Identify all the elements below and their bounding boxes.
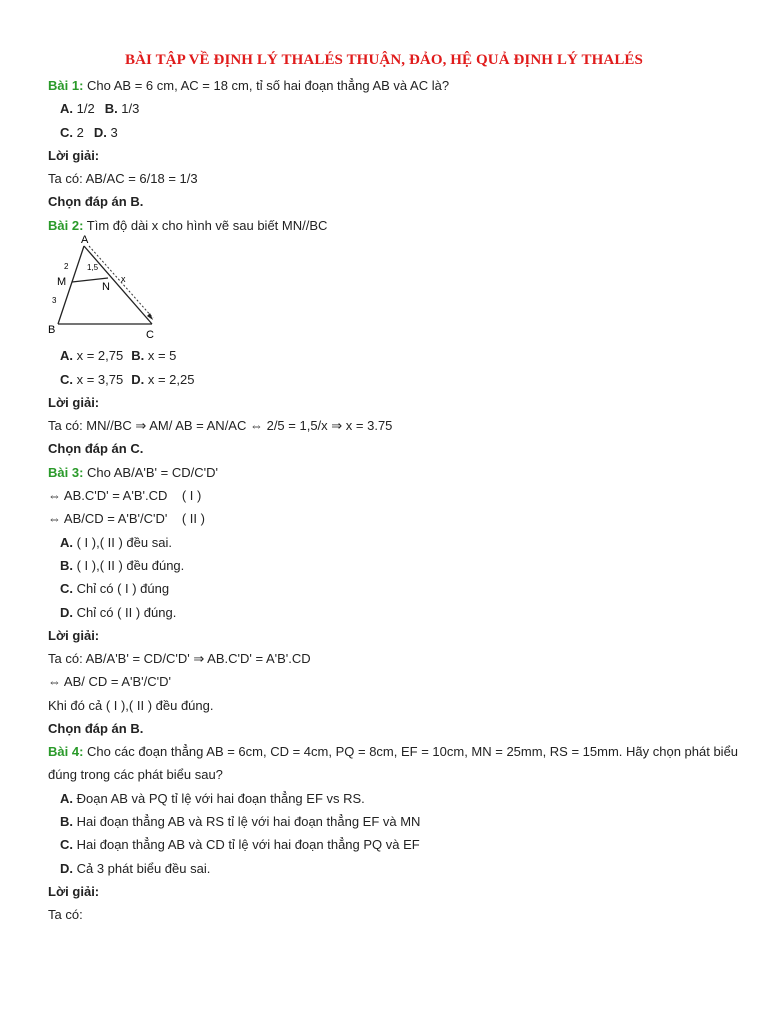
option-b-key: B.	[60, 814, 73, 829]
label-c: C	[146, 329, 154, 341]
option-d-key: D.	[93, 125, 107, 140]
option-a-key: A.	[60, 791, 73, 806]
problem-3-option-a	[60, 535, 172, 551]
option-a-key: A.	[60, 348, 73, 363]
option-b-text: Hai đoạn thẳng AB và RS tỉ lệ với hai đoạn thẳng EF và MN	[73, 814, 421, 829]
label-m: M	[57, 276, 67, 288]
problem-3-option-c	[60, 581, 169, 597]
option-c-key: C.	[60, 837, 73, 852]
problem-4-question-cont: đúng trong các phát biểu sau?	[48, 767, 223, 782]
page-title: BÀI TẬP VỀ ĐỊNH LÝ THALÉS THUẬN, ĐẢO, HỆ QUẢ ĐỊNH LÝ THALÉS	[125, 52, 643, 68]
option-b-text: 1/3	[117, 101, 140, 116]
label-am-length: 2	[64, 262, 69, 271]
problem-2-label: Bài 2:	[48, 218, 84, 233]
option-c-text: x = 3,75	[73, 372, 124, 387]
problem-1-text: Cho AB = 6 cm, AC = 18 cm, tỉ số hai đoạn thẳng AB và AC là?	[83, 78, 450, 93]
problem-1-options-ab	[60, 101, 139, 117]
problem-3-text: Cho AB/A'B' = CD/C'D'	[83, 465, 218, 480]
problem-1-question	[48, 78, 449, 94]
label-mb-length: 3	[52, 296, 57, 305]
label-n: N	[102, 281, 110, 293]
label-a: A	[81, 234, 89, 246]
problem-4-solution-label: Lời giải:	[48, 884, 100, 899]
problem-1-solution-label: Lời giải:	[48, 148, 100, 163]
option-c-key: C.	[60, 125, 73, 140]
problem-4-option-a	[60, 791, 365, 807]
option-c-text: 2	[73, 125, 84, 140]
problem-3-statement-1: ⇔ AB.C'D' = A'B'.CD ( I )	[48, 488, 202, 503]
option-b-text: ( I ),( II ) đều đúng.	[73, 558, 185, 573]
problem-4-option-d	[60, 861, 210, 877]
problem-2-answer: Chọn đáp án C.	[48, 441, 144, 456]
problem-4-label: Bài 4:	[48, 744, 84, 759]
triangle-diagram	[44, 232, 174, 344]
problem-3-question	[48, 465, 218, 481]
label-an-length: 1,5	[87, 263, 99, 272]
option-a-text: Đoạn AB và PQ tỉ lệ với hai đoạn thẳng EF vs RS.	[73, 791, 365, 806]
problem-2-solution-text: Ta có: MN//BC ⇒ AM/ AB = AN/AC ⇔ 2/5 = 1,5/x ⇒ x = 3.75	[48, 418, 393, 433]
option-d-text: Cả 3 phát biểu đều sai.	[73, 861, 211, 876]
problem-4-option-c	[60, 837, 420, 853]
problem-2-solution-label: Lời giải:	[48, 395, 100, 410]
option-a-text: 1/2	[73, 101, 95, 116]
problem-3-solution-label: Lời giải:	[48, 628, 100, 643]
option-b-key: B.	[104, 101, 118, 116]
problem-3-solution-line-3: Khi đó cả ( I ),( II ) đều đúng.	[48, 698, 214, 713]
option-b-key: B.	[60, 558, 73, 573]
problem-2-options-ab	[60, 348, 176, 364]
option-a-text: ( I ),( II ) đều sai.	[73, 535, 172, 550]
problem-3-answer: Chọn đáp án B.	[48, 721, 144, 736]
option-d-text: x = 2,25	[144, 372, 195, 387]
problem-1-solution-text: Ta có: AB/AC = 6/18 = 1/3	[48, 171, 198, 186]
problem-3-option-b	[60, 558, 184, 574]
option-b-text: x = 5	[144, 348, 177, 363]
problem-3-option-d	[60, 605, 176, 621]
option-c-text: Hai đoạn thẳng AB và CD tỉ lệ với hai đoạn thẳng PQ và EF	[73, 837, 420, 852]
option-a-key: A.	[60, 535, 73, 550]
option-b-key: B.	[131, 348, 145, 363]
option-a-key: A.	[60, 101, 73, 116]
problem-1-label: Bài 1:	[48, 78, 84, 93]
problem-4-question	[48, 744, 738, 760]
problem-3-label: Bài 3:	[48, 465, 84, 480]
problem-3-statement-2: ⇔ AB/CD = A'B'/C'D' ( II )	[48, 511, 205, 526]
option-d-key: D.	[131, 372, 145, 387]
problem-3-solution-line-1: Ta có: AB/A'B' = CD/C'D' ⇒ AB.C'D' = A'B'.CD	[48, 651, 311, 666]
option-d-key: D.	[60, 861, 73, 876]
label-x: x	[121, 274, 126, 284]
problem-1-answer: Chọn đáp án B.	[48, 194, 144, 209]
option-d-key: D.	[60, 605, 73, 620]
problem-4-solution-text: Ta có:	[48, 907, 83, 922]
problem-2-text: Tìm độ dài x cho hình vẽ sau biết MN//BC	[83, 218, 328, 233]
option-c-text: Chỉ có ( I ) đúng	[73, 581, 170, 596]
problem-4-option-b	[60, 814, 420, 830]
side-ac	[84, 246, 152, 324]
option-c-key: C.	[60, 581, 73, 596]
problem-4-text: Cho các đoạn thẳng AB = 6cm, CD = 4cm, PQ = 8cm, EF = 10cm, MN = 25mm, RS = 15mm. Hãy chọn phát biểu	[83, 744, 739, 759]
label-b: B	[48, 324, 56, 336]
option-a-text: x = 2,75	[73, 348, 124, 363]
option-d-text: 3	[106, 125, 118, 140]
problem-1-options-cd	[60, 125, 118, 141]
option-c-key: C.	[60, 372, 73, 387]
problem-2-options-cd	[60, 372, 194, 388]
option-d-text: Chỉ có ( II ) đúng.	[73, 605, 177, 620]
problem-3-solution-line-2: ⇔ AB/ CD = A'B'/C'D'	[48, 674, 171, 689]
